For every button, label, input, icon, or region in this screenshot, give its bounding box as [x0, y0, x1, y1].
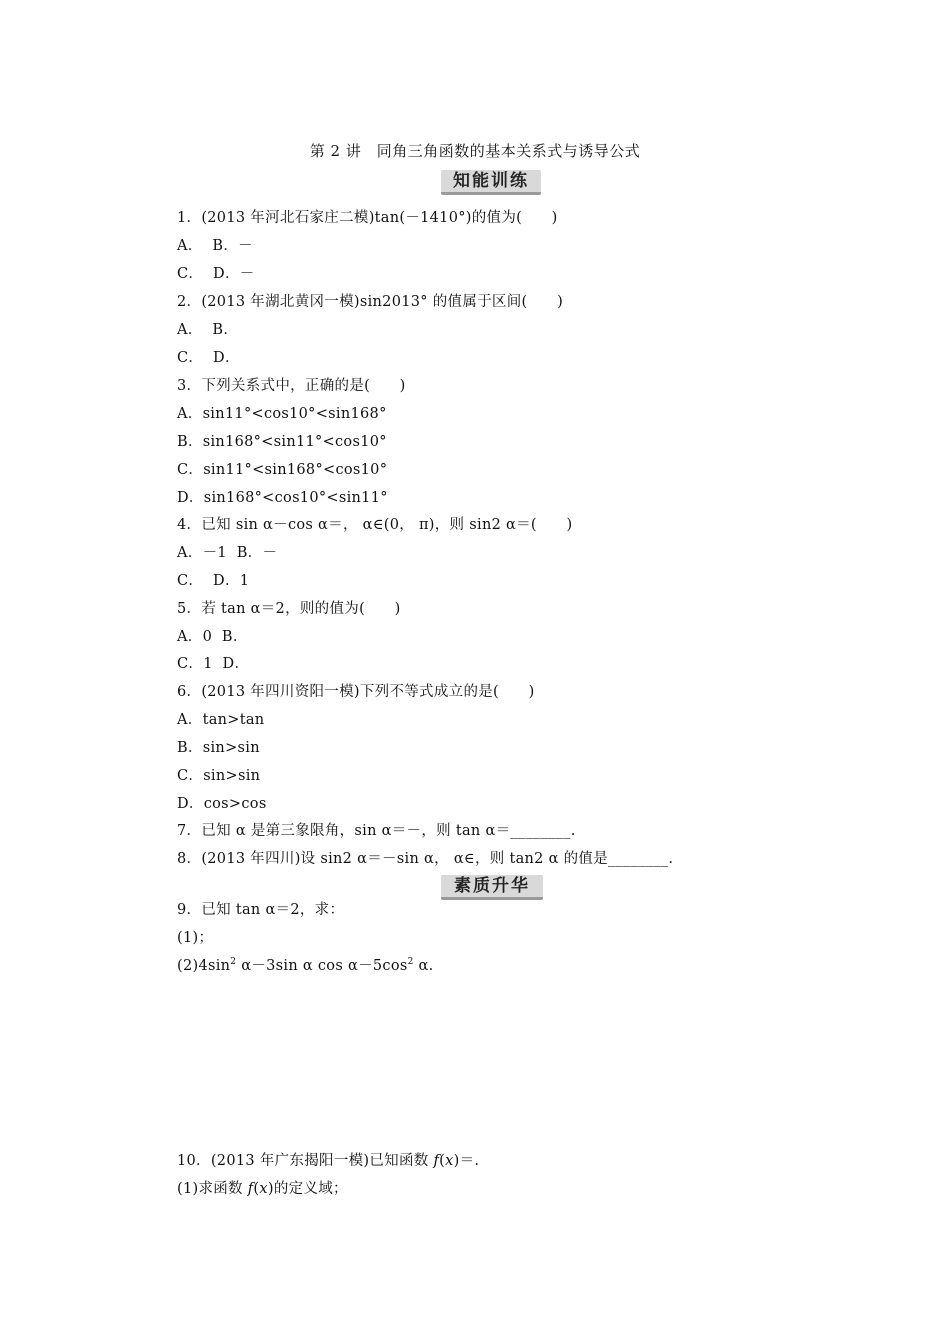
question-line: 7．已知 α 是第三象限角，sin α＝－，则 tan α＝________.	[177, 823, 576, 839]
question-line: D．sin168°<cos10°<sin11°	[177, 490, 388, 506]
question-line: A． B．	[177, 322, 239, 338]
question-10-stem: 10．(2013 年广东揭阳一模)已知函数 f(x)＝.	[177, 1153, 480, 1169]
question-line: C．sin>sin	[177, 768, 261, 784]
question-line: 6．(2013 年四川资阳一模)下列不等式成立的是( )	[177, 684, 535, 700]
question-line: A．－1 B．－	[177, 545, 278, 561]
question-line: C． D．1	[177, 573, 250, 589]
section-banner-practice: 知能训练	[441, 170, 541, 195]
question-line: 4．已知 sin α－cos α＝， α∈(0， π)，则 sin2 α＝( )	[177, 517, 573, 533]
question-9-part1: (1)；	[177, 930, 214, 946]
section-banner-advanced: 素质升华	[441, 875, 543, 900]
question-line: A．0 B．	[177, 629, 248, 645]
question-9-stem: 9．已知 tan α＝2，求：	[177, 902, 345, 918]
question-line: A．tan>tan	[177, 712, 265, 728]
question-line: B．sin168°<sin11°<cos10°	[177, 434, 387, 450]
question-line: A．sin11°<cos10°<sin168°	[177, 406, 387, 422]
question-line: B．sin>sin	[177, 740, 260, 756]
question-line: 1．(2013 年河北石家庄二模)tan(－1410°)的值为( )	[177, 210, 558, 226]
question-line: C． D．	[177, 350, 240, 366]
page-title: 第 2 讲 同角三角函数的基本关系式与诱导公式	[309, 142, 641, 160]
question-line: 3．下列关系式中，正确的是( )	[177, 378, 406, 394]
question-9-part2: $(2)4\sin^2$ α－3sin α $\cos \alpha-5\cos^2$ α.	[177, 957, 434, 974]
question-line: C． D．－	[177, 266, 255, 282]
question-line: 5．若 tan α＝2，则的值为( )	[177, 601, 401, 617]
question-line: 8．(2013 年四川)设 sin2 α＝－sin α， α∈，则 tan2 α 的值是________.	[177, 851, 674, 867]
question-line: A． B．－	[177, 238, 253, 254]
question-line: C．1 D．	[177, 656, 250, 672]
question-line: C．sin11°<sin168°<cos10°	[177, 462, 388, 478]
question-line: 2．(2013 年湖北黄冈一模)sin2013° 的值属于区间( )	[177, 294, 564, 310]
question-10-part1: (1)求函数 f(x)的定义域；	[177, 1181, 348, 1197]
question-line: D．cos>cos	[177, 796, 267, 812]
